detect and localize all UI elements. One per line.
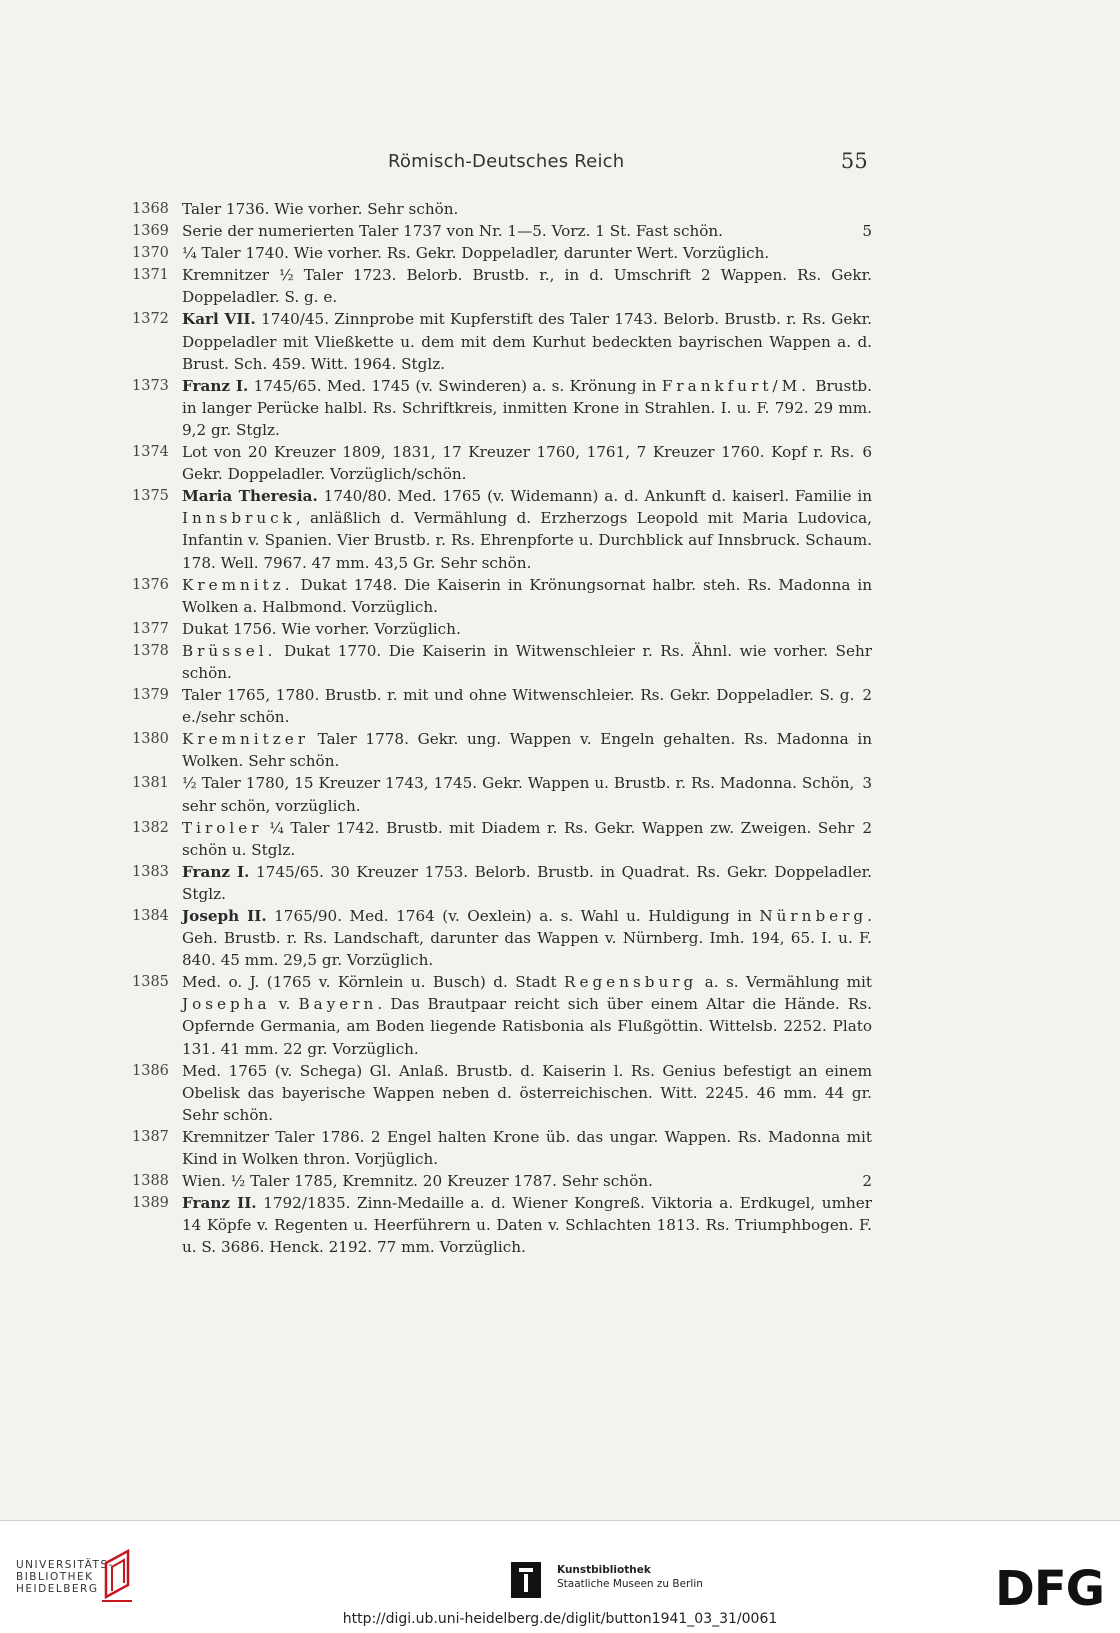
lot-number: 1379: [132, 687, 169, 704]
description-text: 1740/80. Med. 1765 (v. Widemann) a. d. Ankunft d. kaiserl. Familie in: [317, 487, 873, 506]
description-text: 1765/90. Med. 1764 (v. Oexlein) a. s. Wahl u. Huldigung in: [266, 907, 760, 925]
description-text: . Geh. Brustb. r. Rs. Landschaft, darunter das Wappen v. Nürnberg. Imh. 194, 65. I. u. F. 840. 45 mm. 29,5 gr. Vorzüglich.: [182, 907, 872, 970]
lot-number: 1368: [132, 201, 169, 217]
lot-number: 1371: [132, 267, 169, 284]
lot-price: 2: [862, 686, 872, 705]
spaced-place-name: Regensburg: [564, 973, 698, 992]
ruler-name: Franz I.: [182, 862, 250, 881]
spaced-place-name: Tiroler: [182, 818, 263, 837]
lot-number: 1385: [132, 974, 169, 991]
catalogue-entry: [132, 574, 872, 618]
spaced-place-name: Brüssel.: [182, 641, 277, 660]
lot-number: 1376: [132, 576, 169, 593]
lot-number: 1372: [132, 311, 169, 328]
lot-number: 1369: [132, 223, 169, 240]
lot-number: 1383: [132, 863, 169, 880]
description-text: Med. 1765 (v. Schega) Gl. Anlaß. Brustb. d. Kaiserin l. Rs. Genius befestigt an einem Obelisk das bayerische Wappen neben d. österreichischen. Witt. 2245. 46 mm. 44 gr. Sehr schön.: [182, 1061, 872, 1124]
lot-number: 1370: [132, 245, 169, 262]
lot-description: [182, 198, 872, 220]
lot-number: 1373: [132, 377, 169, 394]
spaced-place-name: Frankfurt/M.: [661, 376, 810, 395]
catalogue-entry: [132, 485, 872, 573]
lot-description: [182, 264, 872, 308]
lot-description: [182, 242, 872, 264]
lot-description: [182, 1126, 872, 1170]
spaced-place-name: Kremnitz.: [182, 575, 294, 594]
description-text: Taler 1765, 1780. Brustb. r. mit und ohne Witwenschleier. Rs. Gekr. Doppeladler. S. g. e./sehr schön.: [182, 686, 855, 727]
description-text: v.: [270, 995, 299, 1014]
kunstbibliothek-text: Kunstbibliothek Staatliche Museen zu Berlin: [557, 1564, 703, 1590]
lot-description: [182, 308, 872, 374]
catalogue-entry: [132, 1126, 872, 1170]
catalogue-entries: [132, 198, 872, 1259]
catalogue-entry: [132, 1170, 872, 1192]
description-text: Kremnitzer Taler 1786. 2 Engel halten Krone üb. das ungar. Wappen. Rs. Madonna mit Kind in Wolken thron. Vorjüglich.: [182, 1127, 872, 1169]
description-text: . Das Brautpaar reicht sich über einem Altar die Hände. Rs. Opfernde Germania, am Boden liegende Ratisbonia als Flußgöttin. Wittelsb. 2252. Plato 131. 41 mm. 22 gr. Vorzüglich.: [182, 995, 872, 1058]
catalogue-entry: [132, 1192, 872, 1258]
description-text: Taler 1736. Wie vorher. Sehr schön.: [182, 200, 459, 218]
spaced-place-name: Innsbruck: [182, 509, 296, 528]
lot-description: [182, 817, 872, 861]
catalogue-entry: [132, 684, 872, 728]
description-text: ¼ Taler 1740. Wie vorher. Rs. Gekr. Doppeladler, darunter Wert. Vorzüglich.: [182, 244, 770, 263]
catalogue-entry: [132, 817, 872, 861]
lot-description: [182, 1170, 872, 1192]
catalogue-entry: [132, 375, 872, 441]
spaced-place-name: Bayern: [298, 995, 378, 1014]
catalogue-entry: [132, 905, 872, 971]
description-text: Serie der numerierten Taler 1737 von Nr. 1—5. Vorz. 1 St. Fast schön.: [182, 222, 723, 241]
running-head: [388, 151, 868, 172]
catalogue-entry: [132, 861, 872, 905]
lot-description: [182, 772, 872, 816]
description-text: , anläßlich d. Vermählung d. Erzherzogs Leopold mit Maria Ludovica, Infantin v. Spanien. Vier Brustb. r. Rs. Ehrenpforte u. Durchblick auf Innsbruck. Schaum. 178. Well. 7967. 47 mm. 43,5 Gr. Sehr schön.: [182, 509, 872, 572]
lot-description: [182, 640, 872, 684]
lot-price: 2: [862, 818, 872, 837]
ruler-name: Karl VII.: [182, 310, 256, 329]
catalogue-entry: [132, 264, 872, 308]
lot-number: 1378: [132, 642, 169, 659]
description-text: a. s. Vermählung mit: [697, 973, 872, 992]
description-text: 1792/1835. Zinn-Medaille a. d. Wiener Kongreß. Viktoria a. Erdkugel, umher 14 Köpfe v. Regenten u. Heerführern u. Daten v. Schlachten 1813. Rs. Triumphbogen. F. u. S. 3686. Henck. 2192. 77 mm. Vorzüglich.: [182, 1194, 873, 1257]
viewer-footer: [0, 1520, 1120, 1633]
ruler-name: Franz I.: [182, 376, 249, 395]
catalogue-entry: [132, 1060, 872, 1126]
description-text: Dukat 1748. Die Kaiserin in Krönungsornat halbr. steh. Rs. Madonna in Wolken a. Halbmond. Vorzüglich.: [182, 575, 872, 616]
catalogue-entry: [132, 728, 872, 772]
university-library-text: UNIVERSITÄTS- BIBLIOTHEK HEIDELBERG: [16, 1559, 114, 1595]
lot-number: 1386: [132, 1062, 169, 1079]
ruler-name: Franz II.: [182, 1194, 257, 1213]
lot-number: 1380: [132, 731, 169, 748]
lot-description: [182, 220, 872, 242]
lot-number: 1388: [132, 1173, 169, 1190]
ruler-name: Maria Theresia.: [182, 487, 318, 506]
description-text: Wien. ½ Taler 1785, Kremnitz. 20 Kreuzer 1787. Sehr schön.: [182, 1172, 653, 1191]
description-text: 1740/45. Zinnprobe mit Kupferstift des Taler 1743. Belorb. Brustb. r. Rs. Gekr. Doppeladler mit Vließkette u. dem mit dem Kurhut bedeckten bayrischen Wappen a. d. Brust. Sch. 459. Witt. 1964. Stglz.: [182, 310, 872, 373]
lot-description: [182, 1192, 872, 1258]
lot-price: 3: [862, 774, 872, 793]
ruler-name: Joseph II.: [182, 907, 267, 925]
kunstbibliothek-logo-icon: [511, 1562, 541, 1598]
section-title: Römisch-Deutsches Reich: [388, 151, 625, 172]
lot-description: [182, 1060, 872, 1126]
lot-number: 1387: [132, 1128, 169, 1145]
description-text: Taler 1778. Gekr. ung. Wappen v. Engeln gehalten. Rs. Madonna in Wolken. Sehr schön.: [182, 730, 872, 771]
lot-number: 1381: [132, 775, 169, 792]
lot-number: 1375: [132, 488, 169, 505]
description-text: ¼ Taler 1742. Brustb. mit Diadem r. Rs. Gekr. Wappen zw. Zweigen. Sehr schön u. Stglz.: [182, 818, 855, 859]
catalogue-entry: [132, 640, 872, 684]
lot-price: 2: [862, 1172, 872, 1191]
page-number: 55: [840, 149, 868, 173]
description-text: Med. o. J. (1765 v. Körnlein u. Busch) d. Stadt: [182, 973, 565, 992]
catalogue-entry: [132, 772, 872, 816]
description-text: Dukat 1770. Die Kaiserin in Witwenschleier r. Rs. Ähnl. wie vorher. Sehr schön.: [182, 641, 872, 682]
lot-description: [182, 441, 872, 485]
catalogue-entry: [132, 971, 872, 1059]
lot-number: 1374: [132, 444, 169, 461]
lot-price: 6: [862, 443, 872, 462]
lot-description: [182, 728, 872, 772]
description-text: 1745/65. 30 Kreuzer 1753. Belorb. Brustb. in Quadrat. Rs. Gekr. Doppeladler. Stglz.: [182, 862, 872, 903]
description-text: Lot von 20 Kreuzer 1809, 1831, 17 Kreuzer 1760, 1761, 7 Kreuzer 1760. Kopf r. Rs. Gekr. Doppeladler. Vorzüglich/schön.: [182, 443, 855, 484]
spaced-place-name: Kremnitzer: [182, 730, 309, 749]
catalogue-entry: [132, 441, 872, 485]
lot-description: [182, 375, 872, 441]
lot-number: 1382: [132, 819, 169, 836]
description-text: Dukat 1756. Wie vorher. Vorzüglich.: [182, 619, 461, 638]
lot-description: [182, 905, 872, 971]
catalogue-entry: [132, 308, 872, 374]
lot-price: 5: [862, 222, 872, 241]
description-text: ½ Taler 1780, 15 Kreuzer 1743, 1745. Gekr. Wappen u. Brustb. r. Rs. Madonna. Schön, sehr schön, vorzüglich.: [182, 774, 855, 815]
catalogue-entry: [132, 242, 872, 264]
lot-number: 1389: [132, 1195, 169, 1212]
lot-number: 1384: [132, 908, 169, 924]
catalogue-entry: [132, 198, 872, 220]
lot-description: [182, 574, 872, 618]
spaced-place-name: Josepha: [182, 995, 271, 1014]
dfg-logo: DFG: [994, 1561, 1104, 1617]
lot-description: [182, 971, 872, 1059]
lot-number: 1377: [132, 620, 169, 637]
lot-description: [182, 861, 872, 905]
heidelberg-logo-icon: [98, 1545, 138, 1605]
description-text: Brustb. in langer Perücke halbl. Rs. Schriftkreis, inmitten Krone in Strahlen. I. u. F. 792. 29 mm. 9,2 gr. Stglz.: [182, 376, 872, 439]
catalogue-entry: [132, 220, 872, 242]
lot-description: [182, 618, 872, 640]
description-text: 1745/65. Med. 1745 (v. Swinderen) a. s. Krönung in: [248, 376, 662, 395]
lot-description: [182, 684, 872, 728]
lot-description: [182, 485, 872, 573]
source-url[interactable]: http://digi.ub.uni-heidelberg.de/diglit/button1941_03_31/0061: [342, 1611, 778, 1627]
spaced-place-name: Nürnberg: [759, 907, 868, 925]
catalogue-entry: [132, 618, 872, 640]
description-text: Kremnitzer ½ Taler 1723. Belorb. Brustb. r., in d. Umschrift 2 Wappen. Rs. Gekr. Doppeladler. S. g. e.: [182, 266, 872, 307]
